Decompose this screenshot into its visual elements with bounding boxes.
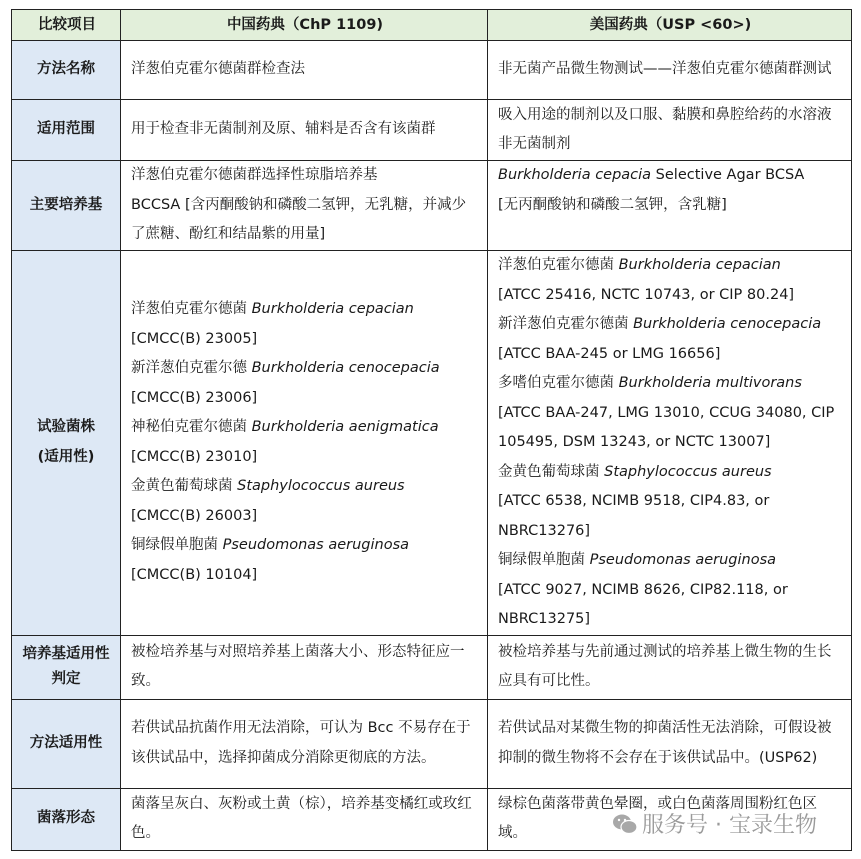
strain-entry [498,310,843,369]
chp-cell: 洋葱伯克霍尔德菌群检查法 [121,41,488,100]
strain-cn: 新洋葱伯克霍尔德菌 [498,316,634,332]
key-line: 试验菌株 [37,419,95,436]
strain-code: [ATCC 25416, NCTC 10743, or CIP 80.24] [498,286,795,303]
row-key: 菌落形态 [12,788,121,850]
cell-line: [无丙酮酸钠和磷酸二氢钾，含乳糖] [498,196,727,213]
wechat-icon [612,812,638,836]
table-row [12,161,852,251]
strain-code: [CMCC(B) 23010] [131,448,258,465]
strain-code: [ATCC 6538, NCIMB 9518, CIP4.83, or NBRC13276] [498,493,770,539]
strain-code: [ATCC BAA-247, LMG 13010, CCUG 34080, CIP 105495, DSM 13243, or NCTC 13007] [498,404,835,450]
cell-text: Selective Agar BCSA [651,167,805,183]
strain-code: [CMCC(B) 23005] [131,330,258,347]
cell-line [498,161,843,191]
strain-latin: Burkholderia cepacian [251,301,414,318]
strain-cn: 金黄色葡萄球菌 [498,463,605,480]
usp-cell: 若供试品对某微生物的抑菌活性无法消除，可假设被抑制的微生物将不会存在于该供试品中。(USP62) [488,699,852,788]
row-key: 主要培养基 [12,161,121,251]
chp-cell: 菌落呈灰白、灰粉或土黄（棕），培养基变橘红或玫红色。 [121,788,488,850]
strain-cn: 铜绿假单胞菌 [498,552,590,568]
usp-cell: 被检培养基与先前通过测试的培养基上微生物的生长应具有可比性。 [488,635,852,699]
strain-entry [498,458,843,547]
key-line: (适用性) [37,448,95,465]
usp-cell: 绿棕色菌落带黄色晕圈，或白色菌落周围粉红色区域。 [488,788,852,850]
strain-latin: Staphylococcus aureus [604,463,772,480]
row-key [12,251,121,636]
strain-cn: 洋葱伯克霍尔德菌 [498,257,619,273]
header-row [12,10,852,41]
latin-name: Burkholderia cepacia [498,167,652,183]
usp-cell [488,161,852,251]
strain-entry [498,369,843,458]
strain-entry [131,413,479,472]
strain-latin: Pseudomonas aeruginosa [589,552,777,568]
strain-entry [131,472,479,531]
strain-entry [131,531,479,590]
watermark [612,808,817,839]
strain-code: [ATCC 9027, NCIMB 8626, CIP82.118, or NBRC13275] [498,581,788,627]
row-key: 适用范围 [12,100,121,161]
chp-cell [121,251,488,636]
usp-cell: 非无菌产品微生物测试——洋葱伯克霍尔德菌群测试 [488,41,852,100]
strain-code: [CMCC(B) 23006] [131,389,258,406]
strain-latin: Staphylococcus aureus [237,478,405,495]
table-row [12,100,852,161]
strain-latin: Burkholderia cenocepacia [251,360,440,377]
chp-cell [121,161,488,251]
table-row [12,699,852,788]
strain-entry [498,251,843,310]
usp-cell: 吸入用途的制剂以及口服、黏膜和鼻腔给药的水溶液非无菌制剂 [488,100,852,161]
header-usp: 美国药典（USP <60>) [488,10,852,41]
strain-code: [ATCC BAA-245 or LMG 16656] [498,345,721,362]
strain-entry [131,354,479,413]
table-row [12,635,852,699]
usp-cell [488,251,852,636]
comparison-table [11,9,852,851]
strain-code: [CMCC(B) 10104] [131,566,258,583]
strain-latin: Burkholderia aenigmatica [251,419,439,436]
table-row [12,41,852,100]
cell-line: BCCSA [含丙酮酸钠和磷酸二氢钾，无乳糖，并减少了蔗糖、酚红和结晶紫的用量] [131,196,467,243]
watermark-text: 服务号 · 宝录生物 [642,813,817,838]
strain-entry [131,295,479,354]
header-item: 比较项目 [12,10,121,41]
row-key: 方法名称 [12,41,121,100]
row-key: 方法适用性 [12,699,121,788]
chp-cell: 用于检查非无菌制剂及原、辅料是否含有该菌群 [121,100,488,161]
table-row [12,251,852,636]
strain-cn: 多嗜伯克霍尔德菌 [498,375,619,391]
strain-latin: Burkholderia multivorans [618,375,802,391]
chp-cell: 若供试品抗菌作用无法消除，可认为 Bcc 不易存在于该供试品中，选择抑菌成分消除更彻底的方法。 [121,699,488,788]
chp-cell: 被检培养基与对照培养基上菌落大小、形态特征应一致。 [121,635,488,699]
strain-latin: Pseudomonas aeruginosa [222,537,410,554]
header-chp: 中国药典（ChP 1109) [121,10,488,41]
row-key: 培养基适用性判定 [12,635,121,699]
strain-cn: 洋葱伯克霍尔德菌 [131,301,252,318]
strain-entry [498,546,843,635]
strain-latin: Burkholderia cenocepacia [633,316,822,332]
strain-cn: 金黄色葡萄球菌 [131,478,238,495]
strain-cn: 神秘伯克霍尔德菌 [131,419,252,436]
strain-cn: 新洋葱伯克霍尔德 [131,360,252,377]
cell-line: 洋葱伯克霍尔德菌群选择性琼脂培养基 [131,167,378,184]
strain-cn: 铜绿假单胞菌 [131,537,223,554]
strain-latin: Burkholderia cepacian [618,257,781,273]
strain-code: [CMCC(B) 26003] [131,507,258,524]
